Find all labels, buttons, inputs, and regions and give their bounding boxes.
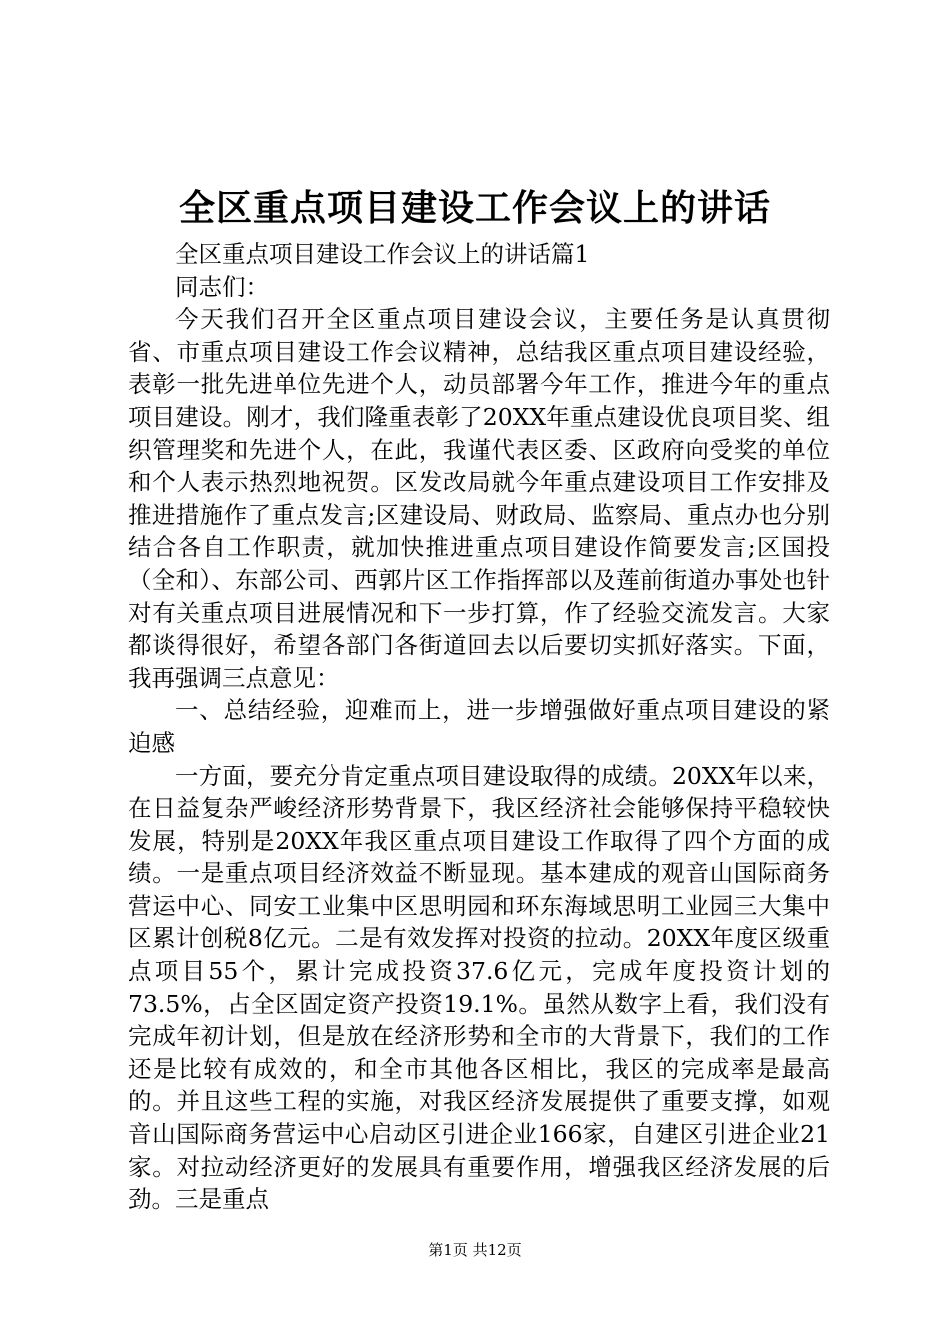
subtitle: 全区重点项目建设工作会议上的讲话篇1: [175, 240, 590, 268]
page-number: 第1页 共12页: [428, 1241, 522, 1259]
section-heading: 一、总结经验，迎难而上，进一步增强做好重点项目建设的紧迫感: [128, 696, 830, 757]
paragraph: 一方面，要充分肯定重点项目建设取得的成绩。20XX年以来，在日益复杂严峻经济形势背景下，我区经济社会能够保持平稳较快发展，特别是20XX年我区重点项目建设工作取得了四个方面的成绩。一是重点项目经济效益不断显现。基本建成的观音山国际商务营运中心、同安工业集中区思明园和环东海域思明工业园三大集中区累计创税8亿元。二是有效发挥对投资的拉动。20XX年度区级重点项目55个，累计完成投资37.6亿元，完成年度投资计划的73.5%，占全区固定资产投资19.1%。虽然从数字上看，我们没有完成年初计划，但是放在经济形势和全市的大背景下，我们的工作还是比较有成效的，和全市其他各区相比，我区的完成率是最高的。并且这些工程的实施，对我区经济发展提供了重要支撑，如观音山国际商务营运中心启动区引进企业166家，自建区引进企业21家。对拉动经济更好的发展具有重要作用，增强我区经济发展的后劲。三是重点: [128, 761, 830, 1214]
document-title: 全区重点项目建设工作会议上的讲话: [178, 187, 771, 229]
document-body: [128, 238, 830, 1216]
paragraph: 今天我们召开全区重点项目建设会议，主要任务是认真贯彻省、市重点项目建设工作会议精神，总结我区重点项目建设经验，表彰一批先进单位先进个人，动员部署今年工作，推进今年的重点项目建设。刚才，我们隆重表彰了20XX年重点建设优良项目奖、组织管理奖和先进个人，在此，我谨代表区委、区政府向受奖的单位和个人表示热烈地祝贺。区发改局就今年重点建设项目工作安排及推进措施作了重点发言;区建设局、财政局、监察局、重点办也分别结合各自工作职责，就加快推进重点项目建设作简要发言;区国投（全和）、东部公司、西郭片区工作指挥部以及莲前街道办事处也针对有关重点项目进展情况和下一步打算，作了经验交流发言。大家都谈得很好，希望各部门各街道回去以后要切实抓好落实。下面，我再强调三点意见：: [128, 305, 830, 692]
salutation: 同志们：: [175, 272, 269, 301]
